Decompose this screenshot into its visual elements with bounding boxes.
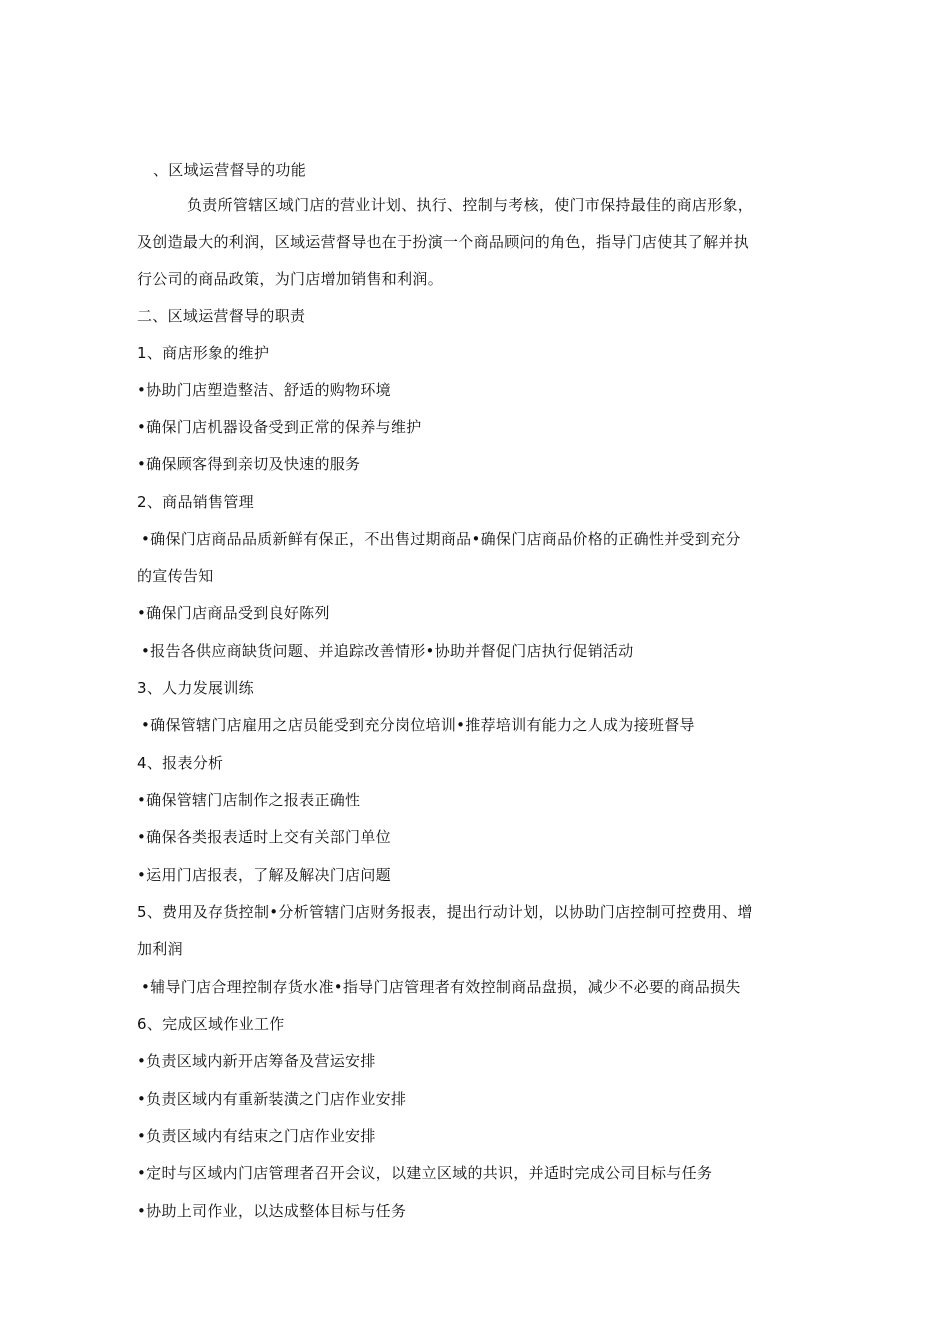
item5-line: •辅导门店合理控制存货水准•指导门店管理者有效控制商品盘损，减少不必要的商品损失	[141, 978, 741, 996]
item6-bullet: •协助上司作业，以达成整体目标与任务	[137, 1202, 407, 1220]
section1-paragraph-line: 负责所管辖区域门店的营业计划、执行、控制与考核，使门市保持最佳的商店形象，	[187, 196, 754, 214]
item6-title: 6、完成区域作业工作	[137, 1015, 285, 1033]
item6-bullet: •定时与区域内门店管理者召开会议，以建立区域的共识，并适时完成公司目标与任务	[137, 1164, 713, 1182]
item2-line: •确保门店商品受到良好陈列	[137, 604, 330, 622]
item6-bullet: •负责区域内新开店筹备及营运安排	[137, 1052, 376, 1070]
item4-bullet: •运用门店报表，了解及解决门店问题	[137, 866, 391, 884]
item3-title: 3、人力发展训练	[137, 679, 254, 697]
section1-paragraph-line: 行公司的商品政策，为门店增加销售和利润。	[137, 270, 444, 288]
item4-bullet: •确保管辖门店制作之报表正确性	[137, 791, 361, 809]
item1-bullet: •确保门店机器设备受到正常的保养与维护	[137, 418, 422, 436]
item2-title: 2、商品销售管理	[137, 493, 254, 511]
item6-bullet: •负责区域内有重新装潢之门店作业安排	[137, 1090, 407, 1108]
item1-title: 1、商店形象的维护	[137, 344, 270, 362]
item4-title: 4、报表分析	[137, 754, 224, 772]
item2-line: 的宣传告知	[137, 567, 214, 585]
item2-line: •报告各供应商缺货问题、并追踪改善情形•协助并督促门店执行促销活动	[141, 642, 634, 660]
item1-bullet: •协助门店塑造整洁、舒适的购物环境	[137, 381, 391, 399]
item3-line: •确保管辖门店雇用之店员能受到充分岗位培训•推荐培训有能力之人成为接班督导	[141, 716, 695, 734]
section2-title: 二、区域运营督导的职责	[137, 307, 306, 325]
item4-bullet: •确保各类报表适时上交有关部门单位	[137, 828, 391, 846]
item6-bullet: •负责区域内有结束之门店作业安排	[137, 1127, 376, 1145]
item2-line: •确保门店商品品质新鲜有保正，不出售过期商品•确保门店商品价格的正确性并受到充分	[141, 530, 741, 548]
section1-title: 、区域运营督导的功能	[153, 161, 307, 179]
item5-line: 加利润	[137, 940, 183, 958]
section1-paragraph-line: 及创造最大的利润，区域运营督导也在于扮演一个商品顾问的角色，指导门店使其了解并执	[137, 233, 750, 251]
item5-line: 5、费用及存货控制•分析管辖门店财务报表，提出行动计划，以协助门店控制可控费用、增	[137, 903, 753, 921]
item1-bullet: •确保顾客得到亲切及快速的服务	[137, 455, 361, 473]
